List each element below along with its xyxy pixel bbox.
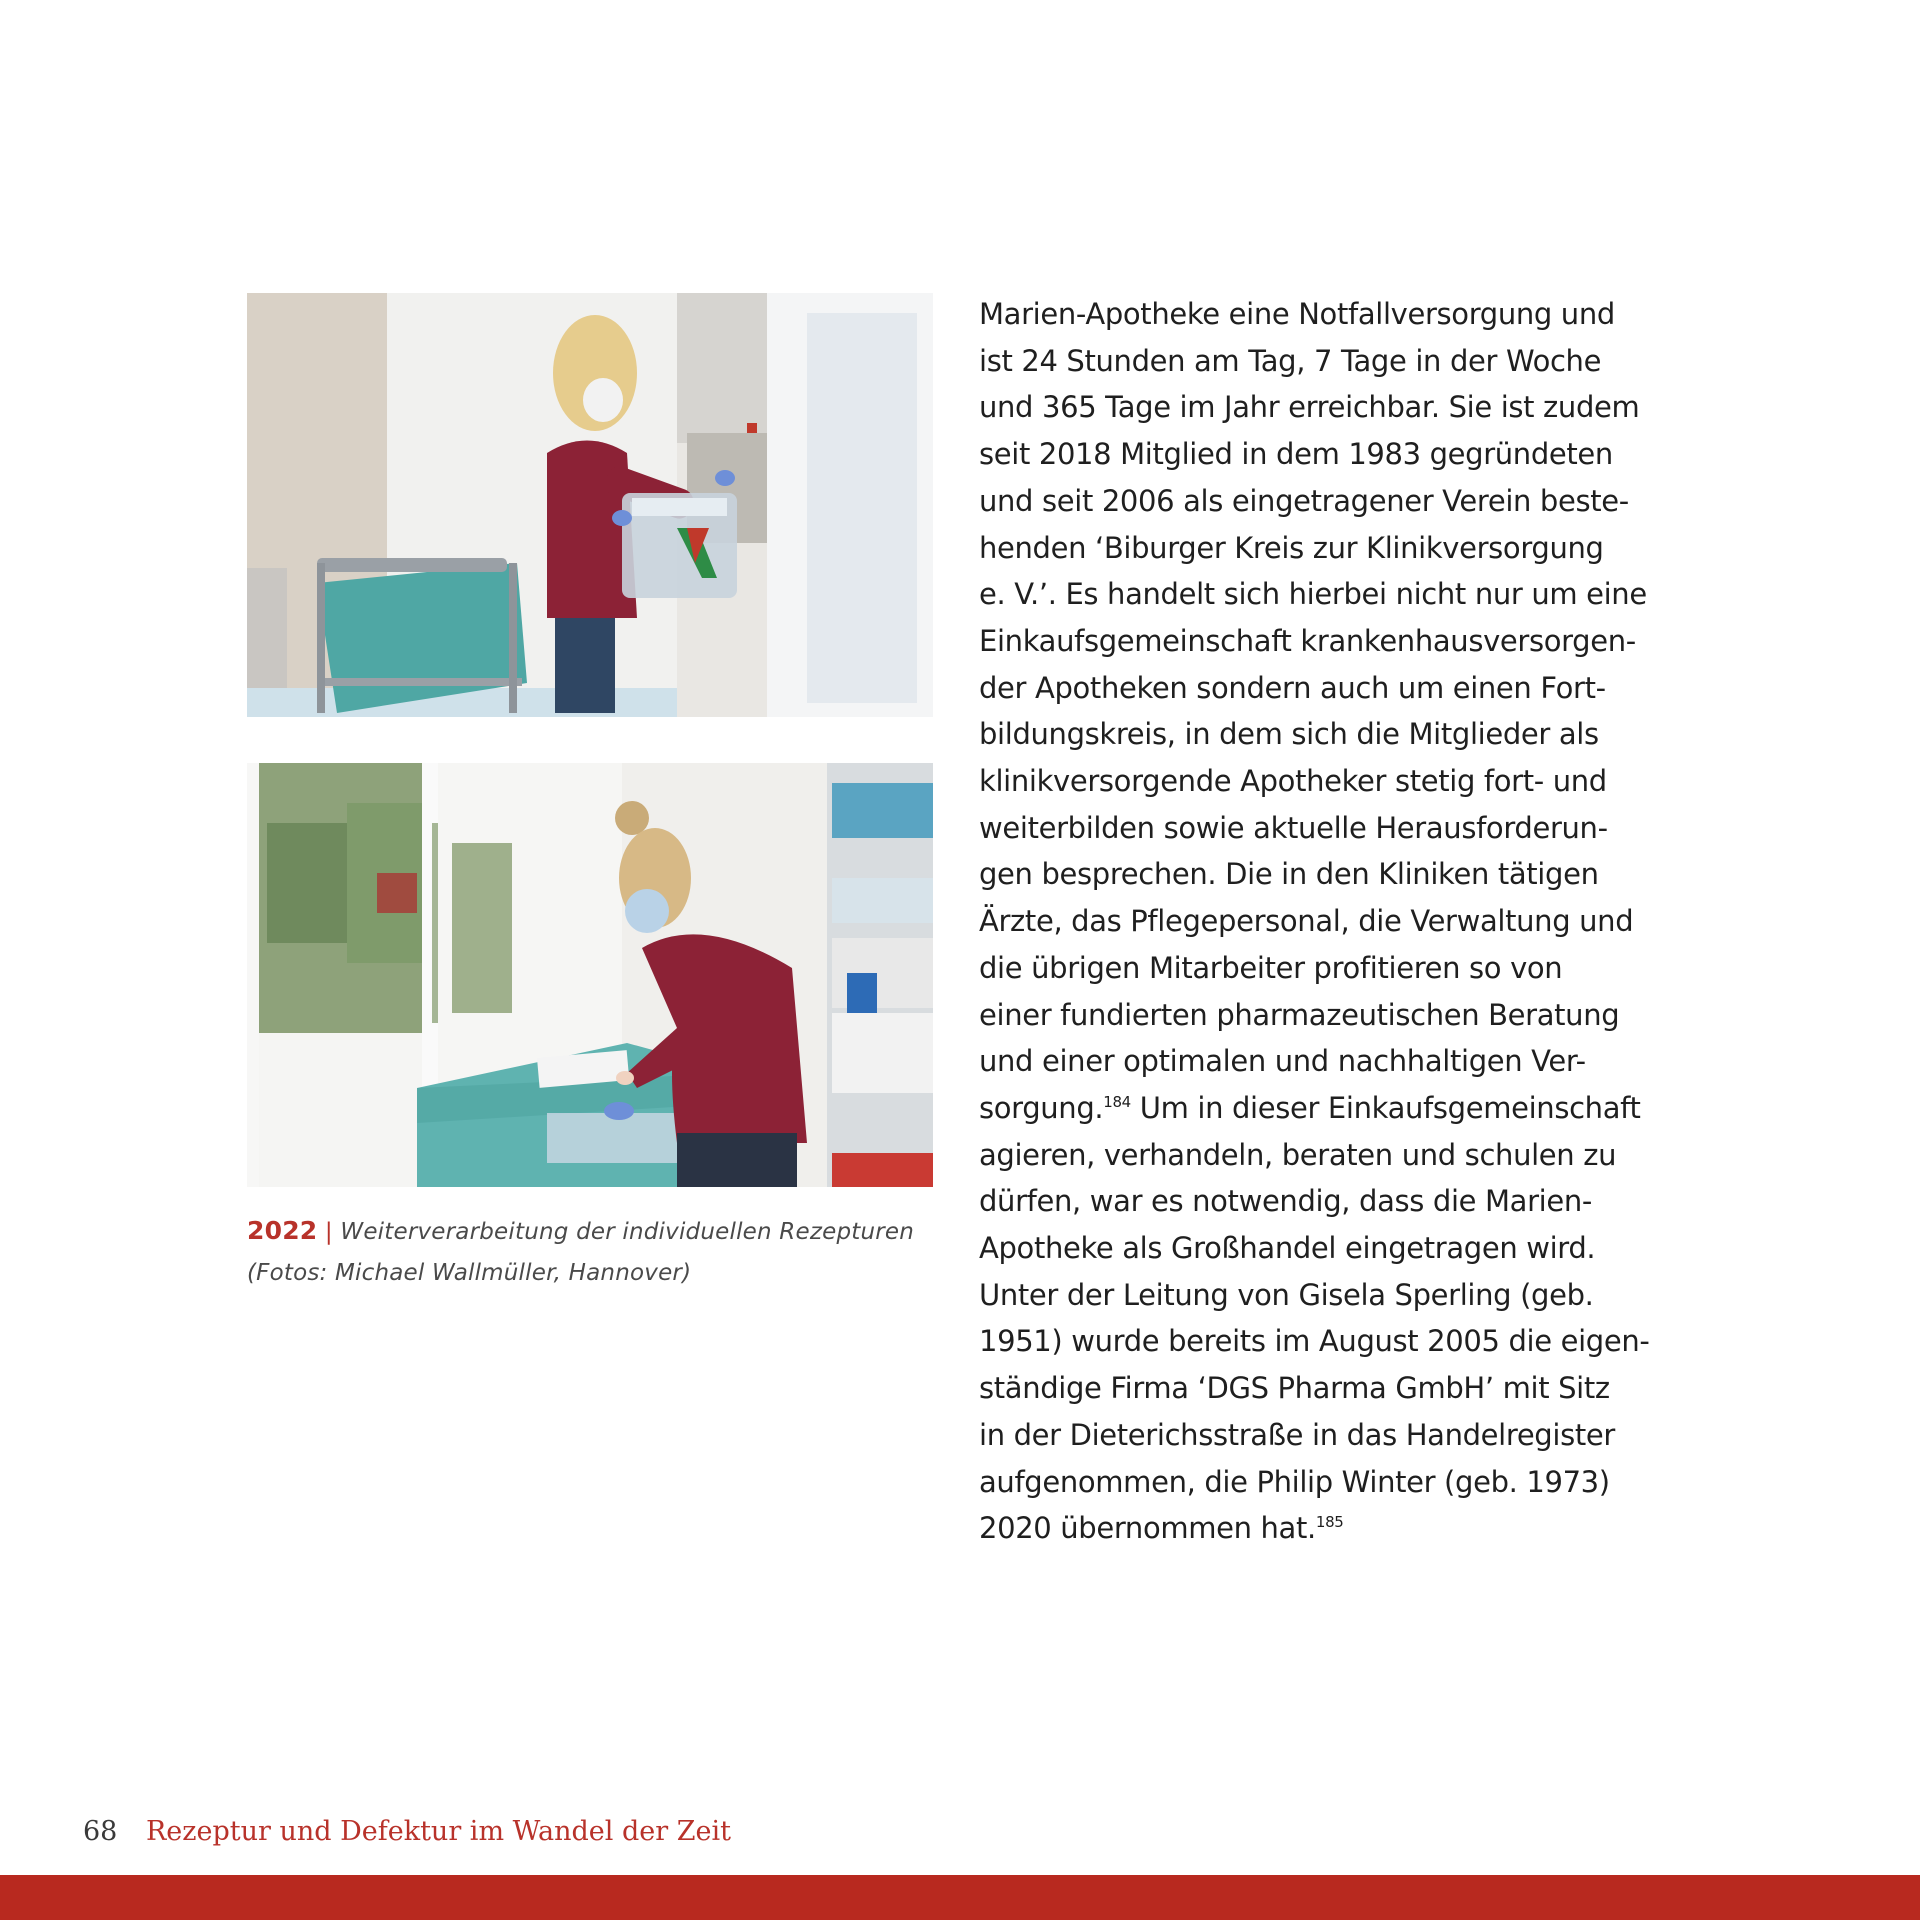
body-line: ist 24 Stunden am Tag, 7 Tage in der Woche bbox=[979, 343, 1602, 378]
body-line: und seit 2006 als eingetragener Verein beste- bbox=[979, 483, 1629, 518]
footnote-ref-185: 185 bbox=[1315, 1513, 1344, 1532]
body-line: klinikversorgende Apotheker stetig fort- und bbox=[979, 764, 1607, 799]
body-line: gen besprechen. Die in den Kliniken tätigen bbox=[979, 857, 1599, 892]
body-line: der Apotheken sondern auch um einen Fort- bbox=[979, 670, 1606, 705]
body-line: agieren, verhandeln, beraten und schulen zu bbox=[979, 1137, 1617, 1172]
caption-credit: (Fotos: Michael Wallmüller, Hannover) bbox=[247, 1260, 692, 1286]
footnote-ref-184: 184 bbox=[1103, 1092, 1131, 1111]
photo-pharmacist-passthrough bbox=[247, 293, 933, 717]
body-line-footnote-185 bbox=[979, 1505, 1679, 1552]
footer-color-band bbox=[0, 1875, 1920, 1920]
body-line: aufgenommen, die Philip Winter (geb. 1973) bbox=[979, 1464, 1610, 1499]
body-line: Unter der Leitung von Gisela Sperling (geb. bbox=[979, 1277, 1594, 1312]
body-line: ständige Firma ‘DGS Pharma GmbH’ mit Sitz bbox=[979, 1371, 1610, 1406]
photo-pharmacist-workbench-image bbox=[247, 763, 933, 1187]
body-line: Einkaufsgemeinschaft krankenhausversorgen- bbox=[979, 623, 1636, 658]
photo-pharmacist-workbench bbox=[247, 763, 933, 1187]
running-title: Rezeptur und Defektur im Wandel der Zeit bbox=[145, 1816, 731, 1847]
body-line: Marien-Apotheke eine Notfallversorgung und bbox=[979, 297, 1615, 331]
body-line-text: 2020 übernommen hat. bbox=[979, 1511, 1316, 1546]
body-line: dürfen, war es notwendig, dass die Marien- bbox=[979, 1184, 1593, 1219]
body-line-text: Um in dieser Einkaufsgemeinschaft bbox=[1130, 1090, 1641, 1125]
figure-caption bbox=[247, 1210, 947, 1294]
body-line: seit 2018 Mitglied in dem 1983 gegründeten bbox=[979, 437, 1613, 472]
body-line: Apotheke als Großhandel eingetragen wird. bbox=[979, 1231, 1596, 1266]
body-line: bildungskreis, in dem sich die Mitglieder als bbox=[979, 717, 1599, 752]
body-line: die übrigen Mitarbeiter profitieren so von bbox=[979, 950, 1563, 985]
page-footer bbox=[83, 1812, 731, 1852]
body-line-footnote-184 bbox=[979, 1085, 1679, 1132]
body-line-text: sorgung. bbox=[979, 1090, 1104, 1125]
caption-text: Weiterverarbeitung der individuellen Rezepturen bbox=[340, 1219, 915, 1245]
body-line: und 365 Tage im Jahr erreichbar. Sie ist zudem bbox=[979, 390, 1640, 425]
body-line: einer fundierten pharmazeutischen Beratung bbox=[979, 997, 1620, 1032]
photo-pharmacist-passthrough-image bbox=[247, 293, 933, 717]
body-line: 1951) wurde bereits im August 2005 die eigen- bbox=[979, 1324, 1650, 1359]
caption-year: 2022 bbox=[247, 1216, 318, 1245]
body-line: weiterbilden sowie aktuelle Herausforderun- bbox=[979, 810, 1608, 845]
body-line: e. V.’. Es handelt sich hierbei nicht nur um eine bbox=[979, 577, 1647, 612]
page-number: 68 bbox=[83, 1816, 118, 1847]
body-line: in der Dieterichsstraße in das Handelregister bbox=[979, 1417, 1615, 1452]
body-line: henden ‘Biburger Kreis zur Klinikversorgung bbox=[979, 530, 1604, 565]
body-text bbox=[979, 291, 1679, 1552]
body-line: und einer optimalen und nachhaltigen Ver- bbox=[979, 1044, 1586, 1079]
body-line: Ärzte, das Pflegepersonal, die Verwaltung und bbox=[979, 904, 1634, 939]
caption-separator: | bbox=[324, 1219, 333, 1245]
